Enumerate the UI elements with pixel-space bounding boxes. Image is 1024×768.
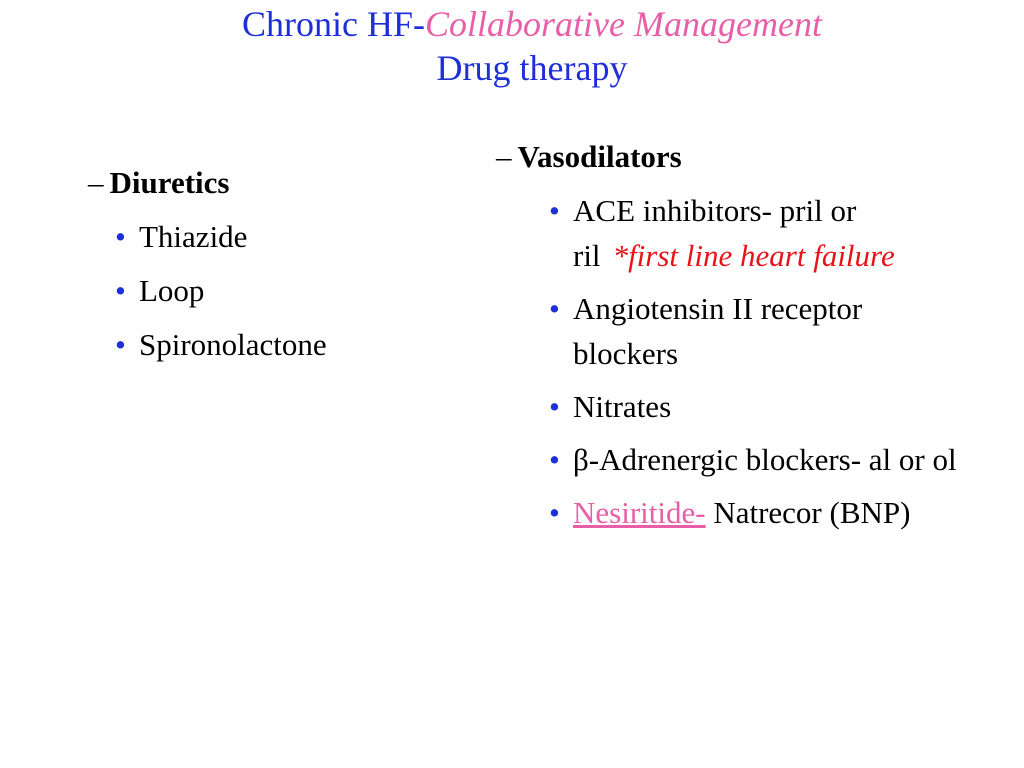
slide-title xyxy=(0,2,1024,90)
list-item xyxy=(88,268,448,314)
bullet-marker: • xyxy=(549,193,560,228)
bullet-marker: • xyxy=(115,219,126,254)
list-item xyxy=(496,188,966,278)
list-item xyxy=(88,214,448,260)
vasodilators-list xyxy=(496,188,966,535)
title-line-2: Drug therapy xyxy=(436,48,628,88)
diuretics-heading-text: Diuretics xyxy=(109,165,230,200)
nesiritide-link[interactable]: Nesiritide- xyxy=(573,495,706,530)
title-line-1 xyxy=(0,2,1024,46)
bullet-marker: • xyxy=(549,389,560,424)
dash-marker: – xyxy=(88,165,104,200)
list-item xyxy=(88,322,448,368)
vasodilators-column xyxy=(496,134,966,535)
diuretics-heading xyxy=(88,160,448,206)
bullet-marker: • xyxy=(549,442,560,477)
title-emphasis: Collaborative Management xyxy=(425,4,822,44)
bullet-marker: • xyxy=(115,327,126,362)
list-item-text: ACE inhibitors- pril or ril xyxy=(573,193,857,273)
list-item xyxy=(496,384,966,429)
list-item-text: Loop xyxy=(139,273,205,308)
vasodilators-heading-text: Vasodilators xyxy=(517,139,682,174)
list-item-text: Natrecor (BNP) xyxy=(705,495,911,530)
dash-marker: – xyxy=(496,139,512,174)
title-plain: Chronic HF- xyxy=(242,4,426,44)
bullet-marker: • xyxy=(549,291,560,326)
bullet-marker: • xyxy=(115,273,126,308)
list-item-text: β-Adrenergic blockers- al or ol xyxy=(573,442,957,477)
list-item-text: Thiazide xyxy=(139,219,248,254)
first-line-note: *first line heart failure xyxy=(612,238,895,273)
list-item xyxy=(496,286,966,376)
diuretics-list xyxy=(88,214,448,368)
list-item xyxy=(496,490,966,535)
bullet-marker: • xyxy=(549,495,560,530)
list-item-text: Angiotensin II receptor blockers xyxy=(573,291,863,371)
list-item xyxy=(496,437,966,482)
vasodilators-heading xyxy=(496,134,966,180)
list-item-text: Spironolactone xyxy=(139,327,327,362)
diuretics-column xyxy=(88,160,448,368)
list-item-text: Nitrates xyxy=(573,389,672,424)
